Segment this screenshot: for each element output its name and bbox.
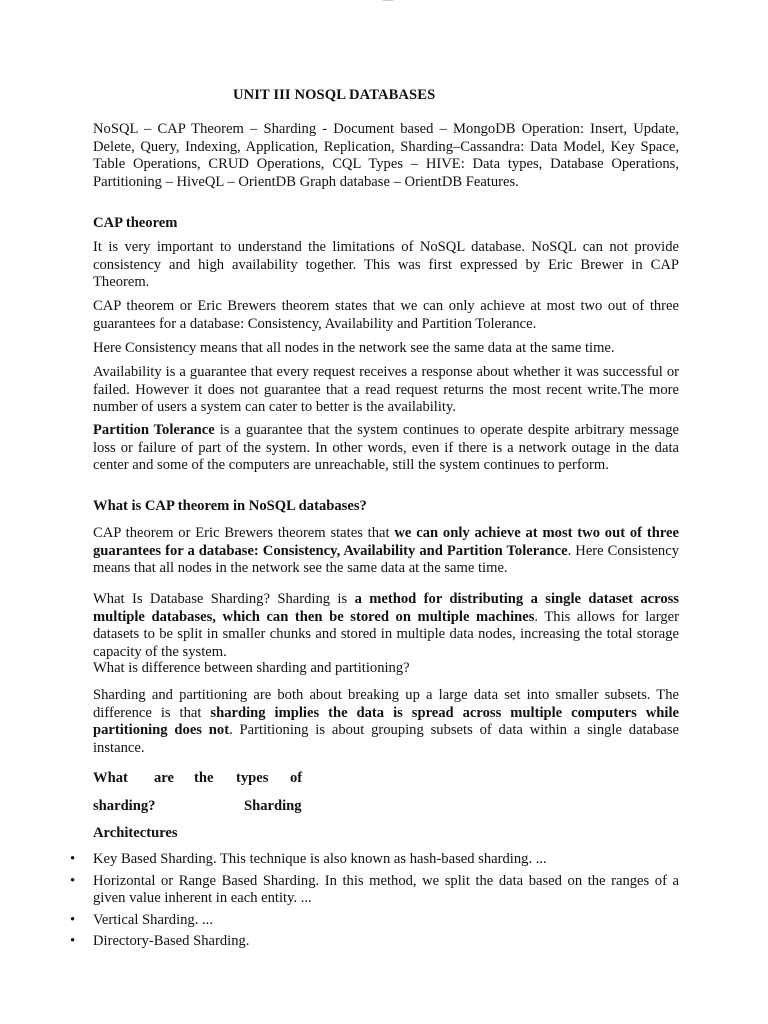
list-item: [70, 933, 679, 951]
list-item: [70, 872, 679, 908]
difference-paragraph: [93, 687, 679, 757]
cap-paragraph-4: Availability is a guarantee that every request receives a response about whether it was successful or failed. However it does not guarantee that a read request returns the most recent write.The more number of users a system can cater to better is the availability.: [93, 364, 679, 415]
sharding-lead: What Is Database Sharding? Sharding is: [93, 591, 355, 607]
cap-question-heading: What is CAP theorem in NoSQL databases?: [93, 498, 367, 514]
list-item: [70, 911, 679, 930]
types-heading-word-8: Architectures: [93, 825, 178, 841]
cap-question-answer: [93, 525, 679, 578]
difference-bold: sharding implies the data is spread across multiple computers while partitioning does not: [93, 704, 679, 738]
types-heading-word-5: of: [290, 770, 303, 786]
types-heading-word-1: What: [93, 770, 128, 786]
types-heading-word-2: are: [154, 770, 174, 786]
types-heading-word-6: sharding?: [93, 798, 156, 814]
cap-answer-bold: we can only achieve at most two out of three guarantees for a database: Consistency, Availability and Partition Tolerance: [93, 525, 680, 559]
list-item-text: Key Based Sharding. This technique is also known as hash-based sharding. ...: [93, 851, 547, 867]
sharding-paragraph: [93, 591, 679, 661]
cap-paragraph-2: CAP theorem or Eric Brewers theorem states that we can only achieve at most two out of three guarantees for a database: Consistency, Availability and Partition Tolerance.: [93, 298, 679, 332]
partition-tolerance-paragraph: [93, 422, 679, 475]
sharding-tail: . This allows for larger datasets to be split in smaller chunks and stored in multiple data nodes, increasing the total storage capacity of the system.: [93, 608, 679, 660]
list-item-text: Vertical Sharding. ...: [93, 911, 213, 928]
partition-tolerance-term: Partition Tolerance: [93, 422, 215, 438]
cap-heading: CAP theorem: [93, 215, 178, 231]
sharding-types-list: [70, 851, 679, 955]
sharding-vs-partitioning-question: What is difference between sharding and partitioning?: [93, 660, 410, 676]
bullet-icon: •: [70, 872, 76, 889]
partition-tolerance-text: is a guarantee that the system continues to operate despite arbitrary message loss or failure of part of the system. In other words, even if there is a network outage in the data center and some of the computers are unreachable, still the system continues to perform.: [93, 422, 679, 473]
list-item-text: Directory-Based Sharding.: [93, 933, 250, 949]
bullet-icon: •: [70, 933, 76, 949]
types-heading-word-4: types: [236, 770, 269, 786]
bullet-icon: •: [70, 851, 76, 867]
document-page: [70, 0, 680, 1024]
cap-answer-lead: CAP theorem or Eric Brewers theorem states that: [93, 525, 395, 541]
difference-lead: Sharding and partitioning are both about breaking up a large data set into smaller subsets. The difference is that: [93, 687, 679, 721]
list-item: [70, 851, 679, 869]
difference-tail: . Partitioning is about grouping subsets of data within a single database instance.: [93, 722, 680, 756]
types-heading-word-3: the: [194, 770, 214, 786]
page-title: UNIT III NOSQL DATABASES: [233, 87, 436, 103]
cap-paragraph-1: It is very important to understand the limitations of NoSQL database. NoSQL can not provide consistency and high availability together. This was first expressed by Eric Brewer in CAP Theorem.: [93, 239, 679, 290]
bullet-icon: •: [70, 911, 76, 928]
cap-answer-tail: . Here Consistency means that all nodes in the network see the same data at the same time.: [93, 542, 679, 576]
cap-paragraph-3: Here Consistency means that all nodes in the network see the same data at the same time.: [93, 340, 615, 356]
sharding-definition: a method for distributing a single dataset across multiple databases, which can then be stored on multiple machines: [93, 591, 679, 625]
list-item-text: Horizontal or Range Based Sharding. In this method, we split the data based on the ranges of a given value inherent in each entity. ...: [93, 872, 679, 906]
intro-paragraph: NoSQL – CAP Theorem – Sharding - Document based – MongoDB Operation: Insert, Update, Delete, Query, Indexing, Application, Replication, Sharding–Cassandra: Data Model, Key Space, Table Operations, CRUD Operations, CQL Types – HIVE: Data types, Database Operations, Partitioning – HiveQL – OrientDB Graph database – OrientDB Features.: [93, 121, 679, 190]
types-heading-word-7: Sharding: [244, 798, 302, 814]
